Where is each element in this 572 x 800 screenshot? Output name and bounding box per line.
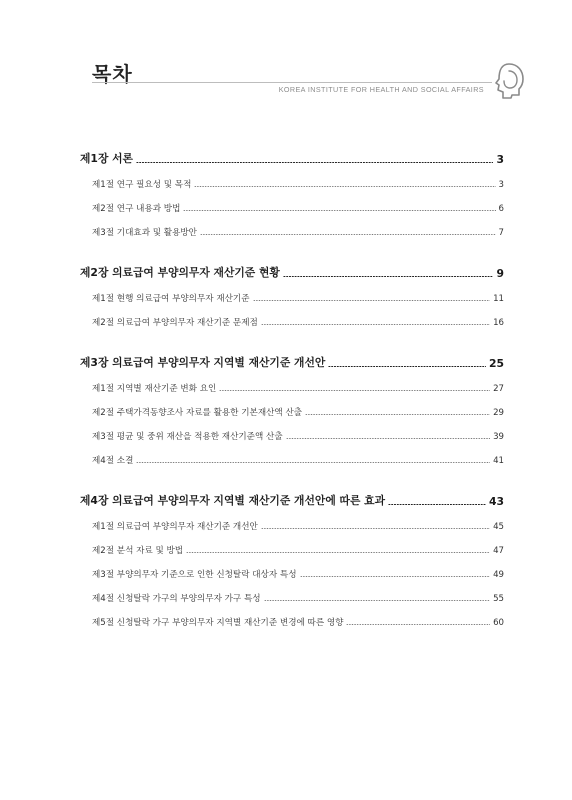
toc-chapter-entry[interactable] [80, 492, 504, 508]
toc-page-number: 55 [493, 594, 504, 604]
toc-chapter [80, 354, 504, 466]
toc-page-number: 29 [493, 408, 504, 418]
toc-section-entry[interactable] [92, 288, 504, 304]
toc-section-entry[interactable] [92, 426, 504, 442]
toc-section-label: 제2절 의료급여 부양의무자 재산기준 문제점 [92, 318, 258, 328]
toc-page-number: 6 [498, 204, 504, 214]
toc-page-number: 60 [493, 618, 504, 628]
table-of-contents [80, 150, 504, 636]
toc-section-label: 제3절 평균 및 중위 재산을 적용한 재산기준액 산출 [92, 432, 283, 442]
toc-leader-dots [283, 276, 494, 277]
toc-leader-dots [136, 462, 490, 463]
toc-page-number: 41 [493, 456, 504, 466]
toc-chapter-label: 제1장 서론 [80, 152, 133, 165]
toc-leader-dots [194, 186, 495, 187]
toc-chapter-label: 제3장 의료급여 부양의무자 지역별 재산기준 개선안 [80, 356, 326, 369]
toc-page-number: 3 [498, 180, 504, 190]
toc-leader-dots [264, 600, 491, 601]
toc-page-number: 49 [493, 570, 504, 580]
toc-section-label: 제4절 소결 [92, 456, 134, 466]
toc-section-entry[interactable] [92, 378, 504, 394]
toc-page-number: 9 [496, 267, 504, 280]
toc-leader-dots [388, 504, 486, 505]
page-title: 목차 [92, 62, 133, 86]
toc-page-number: 27 [493, 384, 504, 394]
toc-chapter-entry[interactable] [80, 354, 504, 370]
toc-page-number: 3 [496, 153, 504, 166]
toc-page-number: 47 [493, 546, 504, 556]
toc-chapter-label: 제2장 의료급여 부양의무자 재산기준 현황 [80, 266, 280, 279]
toc-section-entry[interactable] [92, 564, 504, 580]
toc-section-entry[interactable] [92, 516, 504, 532]
toc-section-label: 제2절 연구 내용과 방법 [92, 204, 181, 214]
toc-leader-dots [261, 528, 490, 529]
toc-section-label: 제2절 분석 자료 및 방법 [92, 546, 184, 556]
toc-section-label: 제5절 신청탈락 가구 부양의무자 지역별 재산기준 변경에 따른 영향 [92, 618, 344, 628]
toc-page-number: 45 [493, 522, 504, 532]
toc-leader-dots [186, 552, 490, 553]
toc-leader-dots [183, 210, 495, 211]
toc-leader-dots [219, 390, 490, 391]
chapter-spacer [80, 474, 504, 492]
toc-page-number: 16 [493, 318, 504, 328]
header-divider [92, 82, 492, 83]
toc-section-label: 제1절 연구 필요성 및 목적 [92, 180, 192, 190]
toc-page-number: 11 [493, 294, 504, 304]
toc-section-label: 제2절 주택가격동향조사 자료를 활용한 기본재산액 산출 [92, 408, 303, 418]
toc-leader-dots [253, 300, 491, 301]
toc-section-label: 제3절 기대효과 및 활용방안 [92, 228, 197, 238]
chapter-spacer [80, 336, 504, 354]
toc-chapter-entry[interactable] [80, 150, 504, 166]
toc-section-entry[interactable] [92, 402, 504, 418]
toc-section-entry[interactable] [92, 540, 504, 556]
toc-section-label: 제3절 부양의무자 기준으로 인한 신청탈락 대상자 특성 [92, 570, 297, 580]
toc-section-entry[interactable] [92, 450, 504, 466]
toc-page-number: 39 [493, 432, 504, 442]
toc-page-number: 43 [488, 495, 504, 508]
toc-section-entry[interactable] [92, 222, 504, 238]
toc-section-label: 제1절 현행 의료급여 부양의무자 재산기준 [92, 294, 250, 304]
toc-section-label: 제1절 의료급여 부양의무자 재산기준 개선안 [92, 522, 258, 532]
toc-chapter-label: 제4장 의료급여 부양의무자 지역별 재산기준 개선안에 따른 효과 [80, 494, 385, 507]
toc-chapter-entry[interactable] [80, 264, 504, 280]
toc-leader-dots [261, 324, 490, 325]
toc-section-entry[interactable] [92, 174, 504, 190]
toc-section-label: 제4절 신청탈락 가구의 부양의무자 가구 특성 [92, 594, 261, 604]
toc-leader-dots [346, 624, 490, 625]
toc-page-number: 7 [498, 228, 504, 238]
toc-chapter [80, 264, 504, 328]
institute-name: KOREA INSTITUTE FOR HEALTH AND SOCIAL AFFAIRS [278, 85, 484, 94]
toc-section-entry[interactable] [92, 588, 504, 604]
toc-section-label: 제1절 지역별 재산기준 변화 요인 [92, 384, 217, 394]
toc-chapter [80, 492, 504, 628]
toc-section-entry[interactable] [92, 612, 504, 628]
toc-leader-dots [286, 438, 490, 439]
toc-section-entry[interactable] [92, 198, 504, 214]
toc-section-entry[interactable] [92, 312, 504, 328]
toc-leader-dots [300, 576, 491, 577]
head-profile-logo-icon [492, 60, 526, 100]
toc-page-number: 25 [488, 357, 504, 370]
toc-leader-dots [200, 234, 496, 235]
toc-leader-dots [136, 162, 493, 163]
toc-leader-dots [328, 366, 486, 367]
toc-chapter [80, 150, 504, 238]
chapter-spacer [80, 246, 504, 264]
toc-leader-dots [305, 414, 490, 415]
